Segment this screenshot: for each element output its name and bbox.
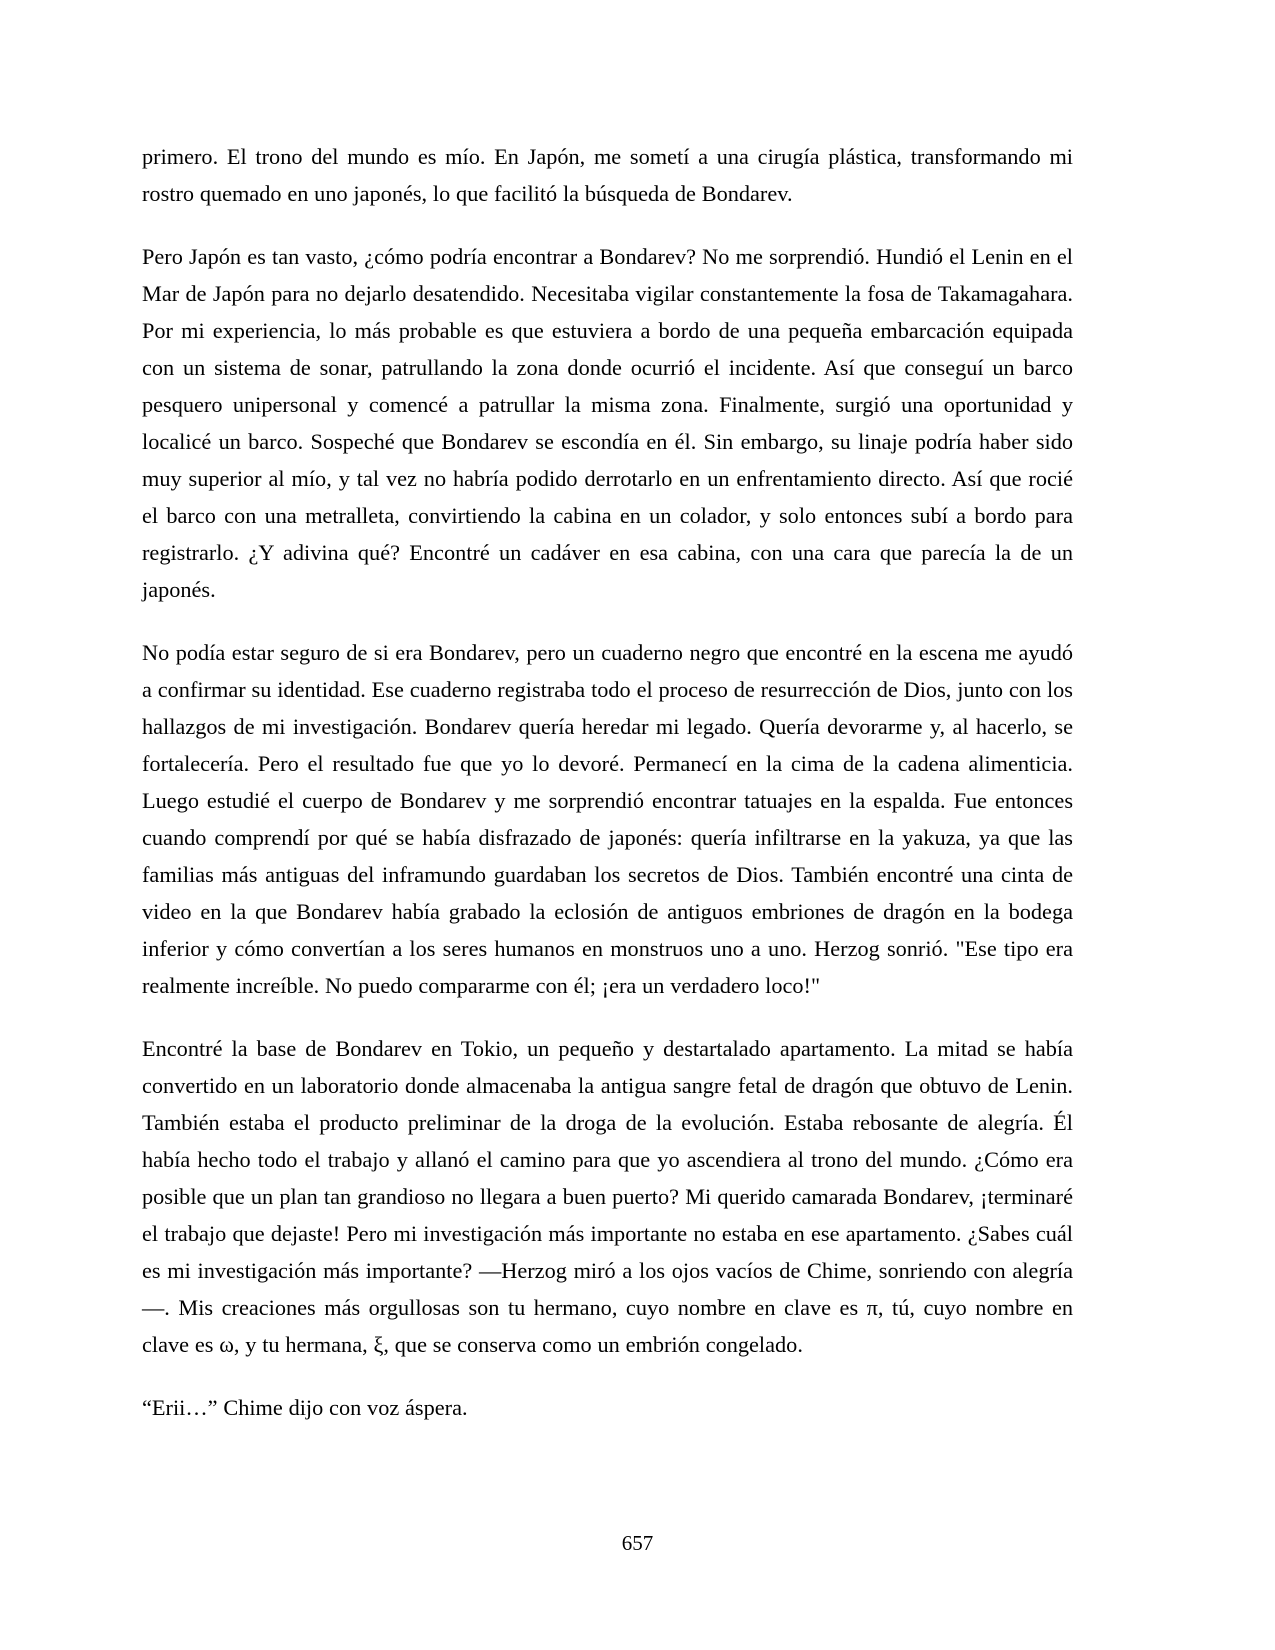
page-number: 657: [621, 1531, 654, 1555]
paragraph-5: “Erii…” Chime dijo con voz áspera.: [142, 1395, 468, 1420]
paragraph-3: No podía estar seguro de si era Bondarev, pero un cuaderno negro que encontré en la escena me ayudó a confirmar su identidad. Ese cuaderno registraba todo el proceso de resurrección de Dios, junto con los hallazgos de mi investigación. Bondarev quería heredar mi legado. Quería devorarme y, al hacerlo, se fortalecería. Pero el resultado fue que yo lo devoré. Permanecí en la cima de la cadena alimenticia. Luego estudié el cuerpo de Bondarev y me sorprendió encontrar tatuajes en la espalda. Fue entonces cuando comprendí por qué se había disfrazado de japonés: quería infiltrarse en la yakuza, ya que las familias más antiguas del inframundo guardaban los secretos de Dios. También encontré una cinta de video en la que Bondarev había grabado la eclosión de antiguos embriones de dragón en la bodega inferior y cómo convertían a los seres humanos en monstruos uno a uno. Herzog sonrió. "Ese tipo era realmente increíble. No puedo compararme con él; ¡era un verdadero loco!": [142, 640, 1073, 998]
body-text-column: [142, 138, 1073, 1426]
paragraph-2: Pero Japón es tan vasto, ¿cómo podría encontrar a Bondarev? No me sorprendió. Hundió el Lenin en el Mar de Japón para no dejarlo desatendido. Necesitaba vigilar constantemente la fosa de Takamagahara. Por mi experiencia, lo más probable es que estuviera a bordo de una pequeña embarcación equipada con un sistema de sonar, patrullando la zona donde ocurrió el incidente. Así que conseguí un barco pesquero unipersonal y comencé a patrullar la misma zona. Finalmente, surgió una oportunidad y localicé un barco. Sospeché que Bondarev se escondía en él. Sin embargo, su linaje podría haber sido muy superior al mío, y tal vez no habría podido derrotarlo en un enfrentamiento directo. Así que rocié el barco con una metralleta, convirtiendo la cabina en un colador, y solo entonces subí a bordo para registrarlo. ¿Y adivina qué? Encontré un cadáver en esa cabina, con una cara que parecía la de un japonés.: [142, 244, 1073, 602]
paragraph-1: primero. El trono del mundo es mío. En Japón, me sometí a una cirugía plástica, transformando mi rostro quemado en uno japonés, lo que facilitó la búsqueda de Bondarev.: [142, 144, 1073, 206]
paragraph-4: Encontré la base de Bondarev en Tokio, un pequeño y destartalado apartamento. La mitad se había convertido en un laboratorio donde almacenaba la antigua sangre fetal de dragón que obtuvo de Lenin. También estaba el producto preliminar de la droga de la evolución. Estaba rebosante de alegría. Él había hecho todo el trabajo y allanó el camino para que yo ascendiera al trono del mundo. ¿Cómo era posible que un plan tan grandioso no llegara a buen puerto? Mi querido camarada Bondarev, ¡terminaré el trabajo que dejaste! Pero mi investigación más importante no estaba en ese apartamento. ¿Sabes cuál es mi investigación más importante? —Herzog miró a los ojos vacíos de Chime, sonriendo con alegría—. Mis creaciones más orgullosas son tu hermano, cuyo nombre en clave es π, tú, cuyo nombre en clave es ω, y tu hermana, ξ, que se conserva como un embrión congelado.: [142, 1036, 1073, 1357]
